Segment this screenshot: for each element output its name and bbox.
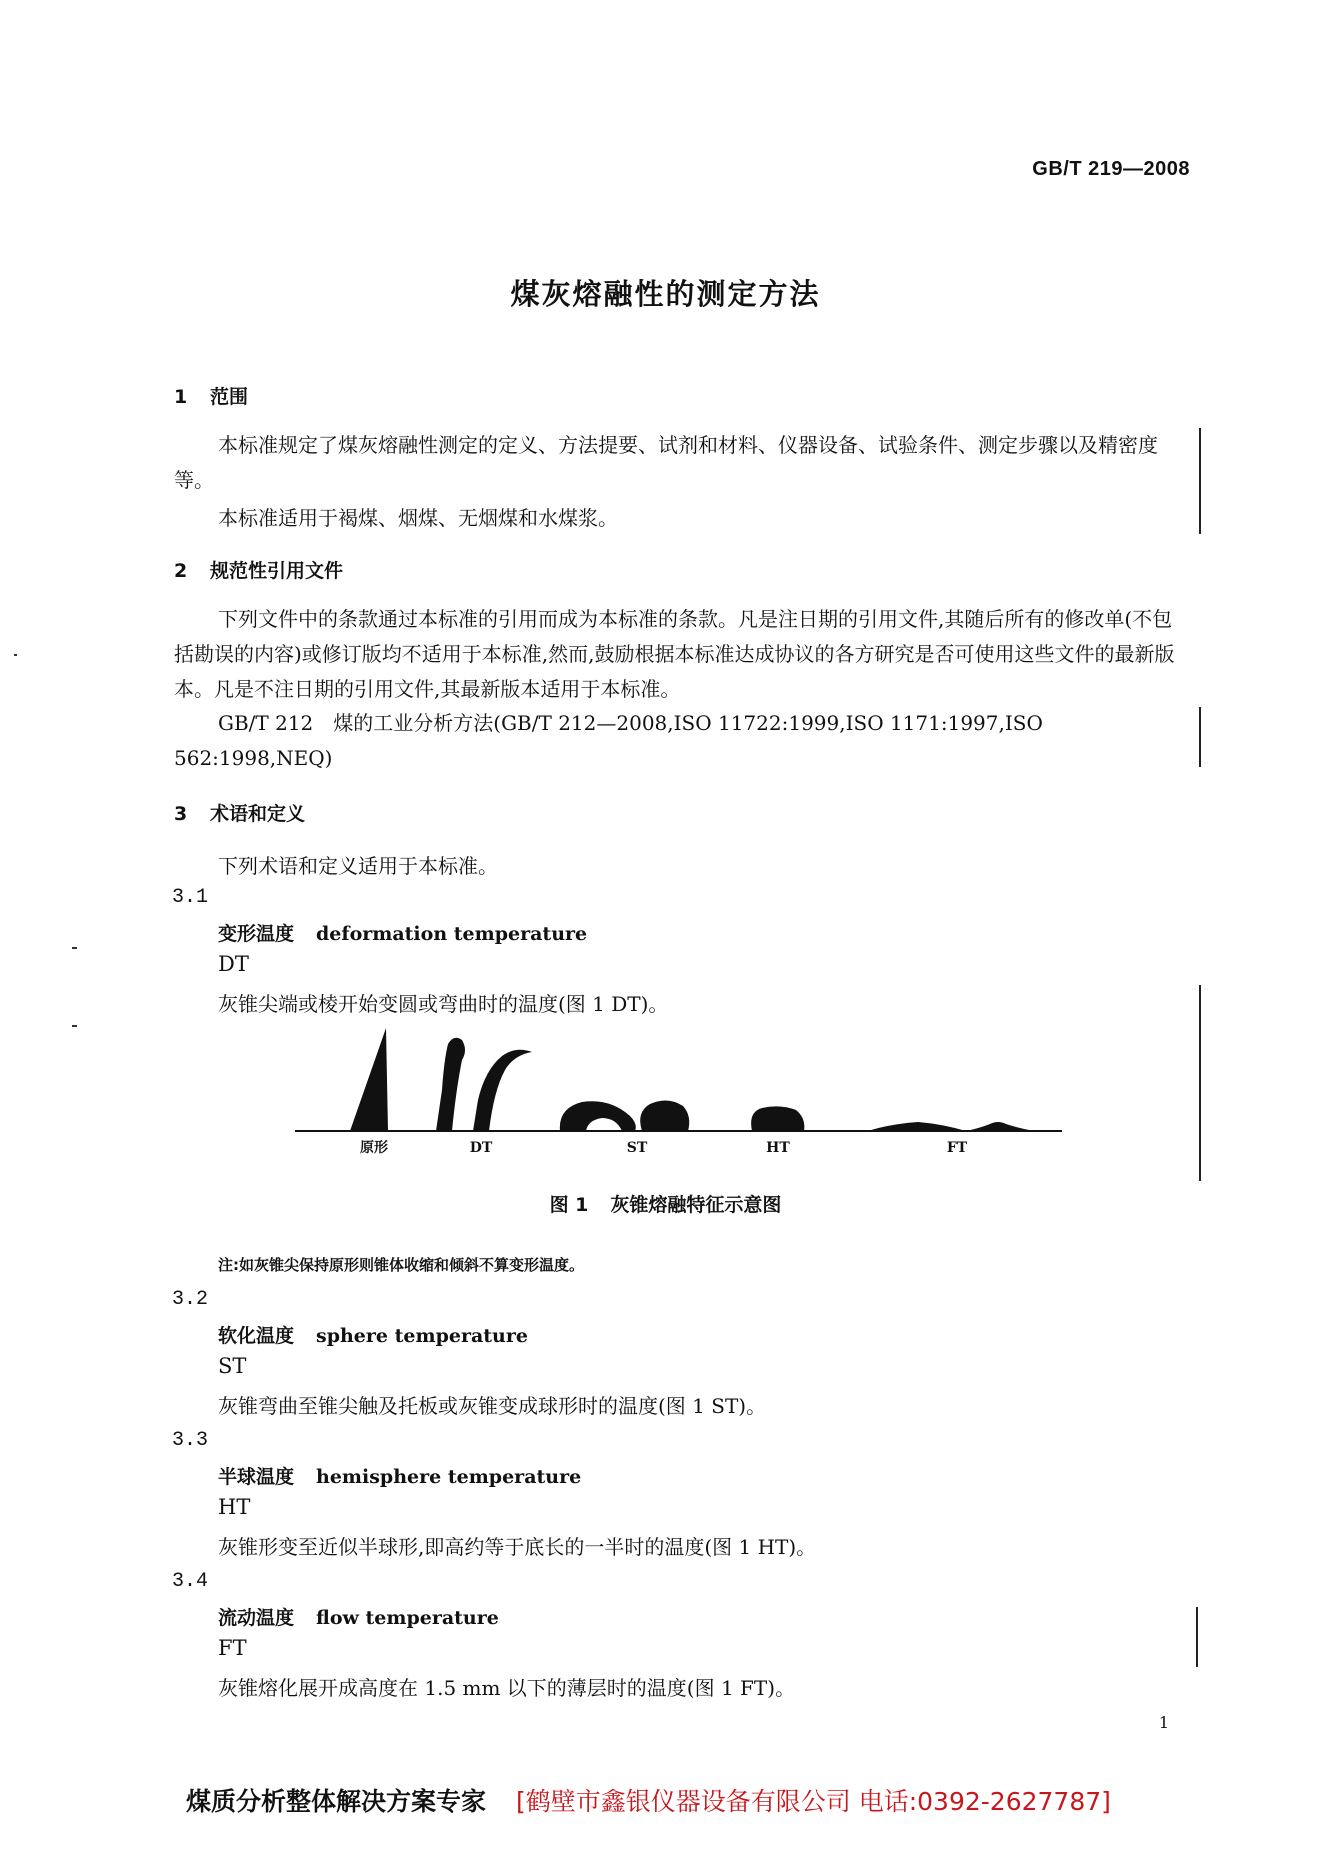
section-3-heading (174, 799, 305, 826)
footer-banner (186, 1782, 1111, 1818)
section-title: 规范性引用文件 (210, 560, 344, 582)
ft-flow-shape-1 (868, 1122, 966, 1131)
term-abbreviation: ST (218, 1354, 247, 1378)
figure-label-st: ST (626, 1140, 648, 1156)
section-number: 2 (174, 560, 188, 582)
change-bar (1199, 707, 1201, 767)
figure-caption-text: 灰锥熔融特征示意图 (610, 1194, 782, 1216)
section-1-paragraph-2: 本标准适用于褐煤、烟煤、无烟煤和水煤浆。 (218, 506, 618, 530)
term-name (218, 1603, 499, 1630)
figure-label-original: 原形 (360, 1140, 388, 1156)
scan-speck (72, 1025, 77, 1027)
term-name (218, 1321, 528, 1348)
section-title: 范围 (210, 386, 249, 408)
figure-caption (0, 1190, 1331, 1217)
change-bar (1196, 1607, 1198, 1667)
term-name (218, 1462, 581, 1489)
figure-label-ht: HT (766, 1140, 790, 1156)
figure-caption-number: 图 1 (549, 1194, 589, 1216)
dt-cone-shape-1 (436, 1038, 465, 1131)
term-definition: 灰锥尖端或棱开始变圆或弯曲时的温度(图 1 DT)。 (218, 992, 669, 1016)
term-clause-number: 3.3 (172, 1429, 209, 1452)
term-name-cn: 半球温度 (218, 1466, 295, 1488)
section-3-intro: 下列术语和定义适用于本标准。 (218, 854, 498, 878)
dt-cone-shape-2 (473, 1050, 532, 1131)
section-title: 术语和定义 (210, 803, 306, 825)
term-definition: 灰锥熔化展开成高度在 1.5 mm 以下的薄层时的温度(图 1 FT)。 (218, 1676, 796, 1700)
term-abbreviation: DT (218, 952, 249, 976)
scan-speck (14, 654, 17, 656)
document-title: 煤灰熔融性的测定方法 (510, 277, 821, 311)
st-bent-cone-shape (560, 1101, 636, 1131)
term-abbreviation: FT (218, 1636, 247, 1660)
ft-flow-shape-2 (966, 1122, 1034, 1131)
change-bar (1199, 428, 1201, 534)
term-name-cn: 变形温度 (218, 923, 295, 945)
term-name-en: hemisphere temperature (316, 1466, 582, 1488)
section-2-reference: GB/T 212 煤的工业分析方法(GB/T 212—2008,ISO 11722:1999,ISO 1171:1997,ISO 562:1998,NEQ) (174, 711, 1043, 770)
scan-speck (72, 947, 77, 949)
change-bar (1199, 985, 1201, 1181)
ht-hemisphere-shape (751, 1106, 804, 1131)
term-clause-number: 3.4 (172, 1570, 209, 1593)
figure-note: 注:如灰锥尖保持原形则锥体收缩和倾斜不算变形温度。 (218, 1256, 585, 1274)
term-name-en: sphere temperature (316, 1325, 528, 1347)
section-2-heading (174, 556, 343, 583)
term-name-cn: 流动温度 (218, 1607, 295, 1629)
term-name (218, 919, 587, 946)
section-number: 1 (174, 386, 188, 408)
term-name-cn: 软化温度 (218, 1325, 295, 1347)
term-name-en: deformation temperature (316, 923, 588, 945)
figure-label-dt: DT (469, 1140, 493, 1156)
term-definition: 灰锥弯曲至锥尖触及托板或灰锥变成球形时的温度(图 1 ST)。 (218, 1394, 767, 1418)
figure-label-ft: FT (946, 1140, 968, 1156)
page-number: 1 (1158, 1713, 1169, 1732)
ash-cone-fusion-figure (290, 1020, 1070, 1160)
term-name-en: flow temperature (316, 1607, 499, 1629)
term-abbreviation: HT (218, 1495, 251, 1519)
term-definition: 灰锥形变至近似半球形,即高约等于底长的一半时的温度(图 1 HT)。 (218, 1535, 817, 1559)
st-sphere-shape (640, 1100, 689, 1131)
footer-slogan: 煤质分析整体解决方案专家 (186, 1787, 487, 1816)
original-cone-shape (350, 1028, 388, 1131)
standard-code: GB/T 219—2008 (1032, 158, 1190, 180)
footer-company: [鹤壁市鑫银仪器设备有限公司 电话:0392-2627787] (516, 1787, 1111, 1816)
term-clause-number: 3.1 (172, 886, 209, 909)
term-clause-number: 3.2 (172, 1288, 209, 1311)
section-2-paragraph-1: 下列文件中的条款通过本标准的引用而成为本标准的条款。凡是注日期的引用文件,其随后所有的修改单(不包括勘误的内容)或修订版均不适用于本标准,然而,鼓励根据本标准达成协议的各方研究是否可使用这些文件的最新版本。凡是不注日期的引用文件,其最新版本适用于本标准。 (174, 607, 1175, 701)
section-1-paragraph-1: 本标准规定了煤灰熔融性测定的定义、方法提要、试剂和材料、仪器设备、试验条件、测定步骤以及精密度等。 (174, 433, 1158, 492)
section-1-heading (174, 382, 248, 409)
section-number: 3 (174, 803, 188, 825)
